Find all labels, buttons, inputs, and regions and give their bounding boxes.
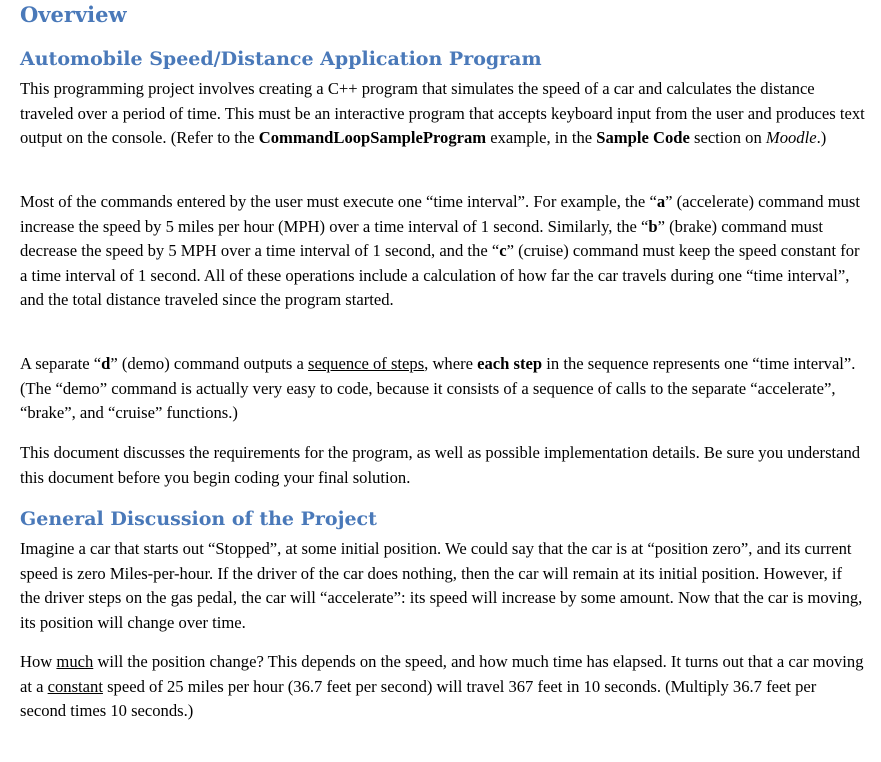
paragraph-intro: This programming project involves creating a C++ program that simulates the speed of a car and calculates the distance traveled over a period of time. This must be an interactive program that accepts keyboard input from the user and produces text output on the console. (Refer to the CommandLoopSampleProgram example, in the Sample Code section on Moodle.) bbox=[20, 79, 865, 147]
sequence-of-steps-underlined: sequence of steps bbox=[308, 354, 425, 373]
paragraph-demo: A separate “d” (demo) command outputs a sequence of steps, where each step in the sequence represents one “time interval”. (The “demo” command is actually very easy to code, because it consists of a sequence of calls to the separate “accelerate”, “brake”, and “cruise” functions.) bbox=[20, 354, 856, 422]
command-d: d bbox=[101, 354, 111, 373]
constant-underlined: constant bbox=[47, 676, 103, 696]
moodle-ref: Moodle bbox=[765, 128, 817, 147]
each-step-bold: each step bbox=[477, 354, 543, 373]
sample-program-name: CommandLoopSampleProgram bbox=[258, 128, 487, 147]
paragraph-imagine-car: Imagine a car that starts out “Stopped”, at some initial position. We could say that the car is at “position zero”, and its current speed is zero Miles-per-hour. If the driver of the car does nothing, then the car will remain at its initial position. However, if the driver steps on the gas pedal, the car will “accelerate”: its speed will increase by some amount. Now that the car is moving, its position will change over time. bbox=[20, 539, 863, 632]
command-c: c bbox=[499, 241, 507, 260]
command-a: a bbox=[656, 192, 666, 211]
overview-heading: Overview bbox=[20, 2, 127, 27]
paragraph-commands: Most of the commands entered by the user must execute one “time interval”. For example, the “a” (accelerate) command must increase the speed by 5 miles per hour (MPH) over a time interval of 1 second. Similarly, the “b” (brake) command must decrease the speed by 5 MPH over a time interval of 1 second, and the “c” (cruise) command must keep the speed constant for a time interval of 1 second. All of these operations include a calculation of how far the car travels during one “time interval”, and the total distance traveled since the program started. bbox=[20, 192, 860, 309]
much-underlined: much bbox=[56, 652, 94, 671]
sample-code-ref: Sample Code bbox=[596, 128, 690, 147]
section-heading-automobile-program: Automobile Speed/Distance Application Program bbox=[20, 48, 542, 70]
command-b: b bbox=[648, 216, 658, 236]
section-heading-general-discussion: General Discussion of the Project bbox=[20, 508, 377, 530]
paragraph-requirements: This document discusses the requirements for the program, as well as possible implementation details. Be sure you understand this document before you begin coding your final solution. bbox=[20, 443, 861, 487]
paragraph-position-change: How much will the position change? This depends on the speed, and how much time has elapsed. It turns out that a car moving at a constant speed of 25 miles per hour (36.7 feet per second) will travel 367 feet in 10 seconds. (Multiply 36.7 feet per second times 10 seconds.) bbox=[20, 652, 864, 720]
